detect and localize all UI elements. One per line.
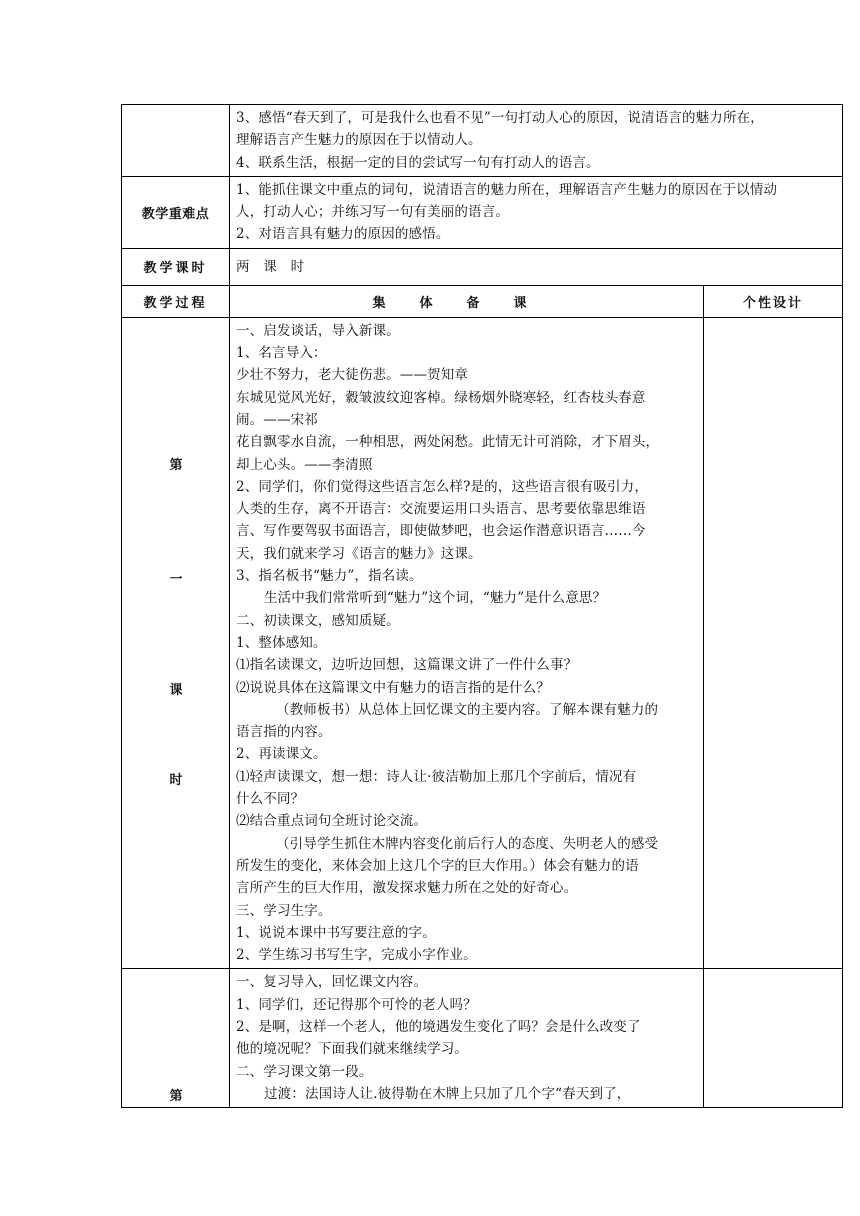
- lesson-line: 花自飘零水自流，一种相思，两处闲愁。此情无计可消除，才下眉头，: [236, 434, 660, 451]
- lesson-line: 他的境况呢？下面我们就来继续学习。: [236, 1041, 469, 1058]
- lesson-line: 1、整体感知。: [236, 634, 327, 651]
- key-difficulty-label: 教学重难点: [122, 176, 230, 248]
- lesson-line: 3、指名板书“魅力”，指名读。: [236, 568, 423, 585]
- goal-line: 4、联系生活，根据一定的目的尝试写一句有打动人的语言。: [236, 154, 600, 171]
- class-hours-value-cell: [230, 248, 843, 285]
- lesson-one-personal-design: [704, 317, 843, 969]
- lesson-two-content: [230, 969, 704, 1108]
- lesson-line: 什么不同？: [236, 791, 305, 808]
- lesson-line: 2、学生练习书写生字，完成小字作业。: [236, 947, 477, 964]
- lesson-line: 2、再读课文。: [236, 746, 327, 763]
- lesson-line: 1、同学们，还记得那个可怜的老人吗？: [236, 996, 477, 1013]
- lesson-two-row: [122, 969, 843, 1108]
- lesson-line: 一、复习导入，回忆课文内容。: [236, 974, 428, 991]
- goal-line: 理解语言产生魅力的原因在于以情动人。: [236, 132, 482, 149]
- lesson-line: ⑴指名读课文，边听边回想，这篇课文讲了一件什么事？: [236, 657, 578, 674]
- lesson-one-char-2: 一: [169, 571, 183, 587]
- lesson-line: 人类的生存，离不开语言：交流要运用口头语言、思考要依靠思维语: [236, 501, 646, 518]
- goals-content: [230, 105, 843, 177]
- lesson-line: 1、名言导入：: [236, 345, 327, 362]
- lesson-line: 所发生的变化，来体会加上这几个字的巨大作用。）体会有魅力的语: [236, 857, 639, 874]
- collective-prep-header: 集体备课: [230, 285, 704, 317]
- lesson-two-personal-design: [704, 969, 843, 1108]
- goal-line: 3、感悟“春天到了，可是我什么也看不见”一句打动人心的原因，说清语言的魅力所在，: [236, 110, 764, 126]
- lesson-one-char-1: 第: [169, 457, 183, 473]
- lesson-line: 生活中我们常常听到“魅力”这个词，“魅力”是什么意思？: [264, 590, 607, 607]
- lesson-line: 1、说说本课中书写要注意的字。: [236, 924, 436, 941]
- lesson-line: 言、写作要驾驭书面语言，即使做梦吧，也会运作潜意识语言……今: [236, 523, 646, 540]
- lesson-one-char-4: 时: [169, 772, 183, 788]
- lesson-line: （教师板书）从总体上回忆课文的主要内容。了解本课有魅力的: [276, 701, 659, 718]
- key-line: 1、能抓住课文中重点的词句，说清语言的魅力所在，理解语言产生魅力的原因在于以情动: [236, 181, 778, 198]
- class-hours-label: 教学课时: [122, 248, 230, 285]
- key-line: 2、对语言具有魅力的原因的感悟。: [236, 226, 450, 243]
- lesson-line: 过渡：法国诗人让.彼得勒在木牌上只加了几个字“春天到了，: [264, 1085, 631, 1102]
- process-header-row: [122, 285, 843, 317]
- lesson-two-label-cell: [122, 969, 230, 1108]
- lesson-line: ⑵说说具体在这篇课文中有魅力的语言指的是什么？: [236, 679, 550, 696]
- lesson-line: 2、同学们，你们觉得这些语言怎么样?是的，这些语言很有吸引力，: [236, 478, 648, 495]
- lesson-line: 二、学习课文第一段。: [236, 1063, 373, 1080]
- key-line: 人，打动人心；并练习写一句有美丽的语言。: [236, 204, 509, 221]
- lesson-line: 三、学习生字。: [236, 902, 332, 919]
- lesson-two-char-1: 第: [169, 1089, 183, 1105]
- lesson-one-char-3: 课: [169, 682, 183, 698]
- lesson-line: 却上心头。——李清照: [236, 456, 373, 473]
- key-difficulty-row: [122, 176, 843, 248]
- lesson-line: （引导学生抓住木牌内容变化前后行人的态度、失明老人的感受: [276, 835, 659, 852]
- lesson-line: 2、是啊，这样一个老人，他的境遇发生变化了吗？会是什么改变了: [236, 1018, 641, 1035]
- lesson-line: 天，我们就来学习《语言的魅力》这课。: [236, 545, 482, 562]
- lesson-line: ⑴轻声读课文，想一想：诗人让·彼洁勒加上那几个字前后，情况有: [236, 768, 637, 785]
- lesson-line: 二、初读课文，感知质疑。: [236, 612, 400, 629]
- lesson-line: 言所产生的巨大作用，激发探求魅力所在之处的好奇心。: [236, 880, 578, 897]
- lesson-line: 少壮不努力，老大徒伤悲。——贺知章: [236, 367, 469, 384]
- class-hours-row: [122, 248, 843, 285]
- lesson-one-row: [122, 317, 843, 969]
- lesson-plan-table: [121, 104, 843, 1108]
- lesson-line: 语言指的内容。: [236, 724, 332, 741]
- goals-label-cell: [122, 105, 230, 177]
- class-hours-value: 两 课 时: [236, 258, 305, 275]
- lesson-line: 一、启发谈话，导入新课。: [236, 322, 400, 339]
- lesson-one-label-cell: [122, 317, 230, 969]
- lesson-line: ⑵结合重点词句全班讨论交流。: [236, 813, 428, 830]
- lesson-line: 东城见觉风光好，縠皱波纹迎客棹。绿杨烟外晓寒轻，红杏枝头春意: [236, 389, 646, 406]
- lesson-one-content: [230, 317, 704, 969]
- personal-design-header: 个性设计: [704, 285, 843, 317]
- process-label: 教学过程: [122, 285, 230, 317]
- goals-row: [122, 105, 843, 177]
- lesson-line: 闹。——宋祁: [236, 411, 318, 428]
- key-difficulty-content: [230, 176, 843, 248]
